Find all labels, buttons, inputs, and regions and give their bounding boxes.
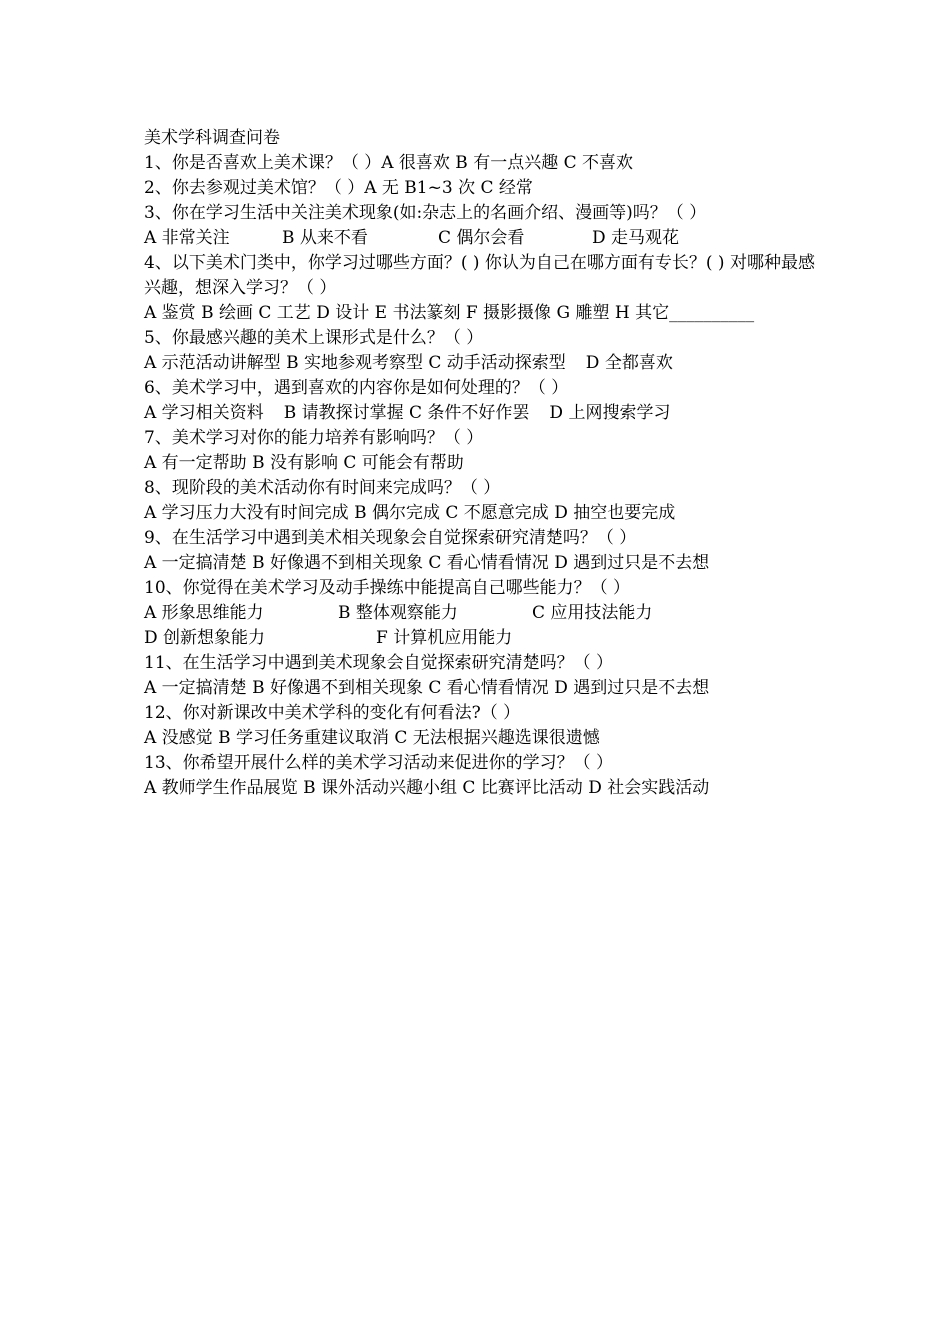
question-3: 3、你在学习生活中关注美术现象(如:杂志上的名画介绍、漫画等)吗？（ ） [144, 203, 707, 223]
question-4-options: A 鉴赏 B 绘画 C 工艺 D 设计 E 书法篆刻 F 摄影摄像 G 雕塑 H 其它__________ [144, 303, 755, 323]
question-8-options: A 学习压力大没有时间完成 B 偶尔完成 C 不愿意完成 D 抽空也要完成 [144, 503, 676, 523]
question-1: 1、你是否喜欢上美术课？（ ）A 很喜欢 B 有一点兴趣 C 不喜欢 [144, 153, 634, 173]
question-3-options [144, 226, 824, 251]
question-7-options: A 有一定帮助 B 没有影响 C 可能会有帮助 [144, 453, 464, 473]
option-c: C 偶尔会看 [438, 228, 525, 248]
question-10-options-row-1 [144, 601, 824, 626]
question-9: 9、在生活学习中遇到美术相关现象会自觉探索研究清楚吗？（ ） [144, 528, 637, 548]
question-5-options [144, 351, 824, 376]
option-f: F 计算机应用能力 [376, 628, 513, 648]
document-title: 美术学科调查问卷 [144, 128, 280, 148]
option-d: D 走马观花 [592, 228, 680, 248]
option-a: A 学习相关资料 [144, 403, 264, 423]
option-d: D 全都喜欢 [585, 353, 673, 373]
question-10: 10、你觉得在美术学习及动手操练中能提高自己哪些能力？（ ） [144, 578, 631, 598]
questionnaire-body [144, 126, 824, 801]
question-11-options: A 一定搞清楚 B 好像遇不到相关现象 C 看心情看情况 D 遇到过只是不去想 [144, 678, 710, 698]
question-13: 13、你希望开展什么样的美术学习活动来促进你的学习？（ ） [144, 753, 614, 773]
question-9-options: A 一定搞清楚 B 好像遇不到相关现象 C 看心情看情况 D 遇到过只是不去想 [144, 553, 710, 573]
option-d: D 上网搜索学习 [549, 403, 671, 423]
options-abc: A 示范活动讲解型 B 实地参观考察型 C 动手活动探索型 [144, 353, 566, 373]
question-10-options-row-2 [144, 626, 824, 651]
question-12-options: A 没感觉 B 学习任务重建议取消 C 无法根据兴趣选课很遗憾 [144, 728, 600, 748]
question-4: 4、以下美术门类中，你学习过哪些方面？( ) 你认为自己在哪方面有专长？( ) 对哪种最感兴趣，想深入学习？（ ） [144, 253, 815, 298]
option-c: C 应用技法能力 [532, 603, 653, 623]
question-5: 5、你最感兴趣的美术上课形式是什么？（ ） [144, 328, 484, 348]
question-11: 11、在生活学习中遇到美术现象会自觉探索研究清楚吗？（ ） [144, 653, 614, 673]
option-b: B 整体观察能力 [338, 603, 458, 623]
question-8: 8、现阶段的美术活动你有时间来完成吗？（ ） [144, 478, 501, 498]
option-b: B 从来不看 [282, 228, 368, 248]
question-6-options [144, 401, 824, 426]
question-6: 6、美术学习中，遇到喜欢的内容你是如何处理的？（ ） [144, 378, 569, 398]
options-bc: B 请教探讨掌握 C 条件不好作罢 [283, 403, 530, 423]
question-12: 12、你对新课改中美术学科的变化有何看法?（ ） [144, 703, 521, 723]
option-a: A 形象思维能力 [144, 603, 264, 623]
question-7: 7、美术学习对你的能力培养有影响吗？（ ） [144, 428, 484, 448]
option-a: A 非常关注 [144, 228, 230, 248]
question-2: 2、你去参观过美术馆？（ ）A 无 B1~3 次 C 经常 [144, 178, 533, 198]
option-d: D 创新想象能力 [144, 628, 266, 648]
question-13-options: A 教师学生作品展览 B 课外活动兴趣小组 C 比赛评比活动 D 社会实践活动 [144, 778, 710, 798]
